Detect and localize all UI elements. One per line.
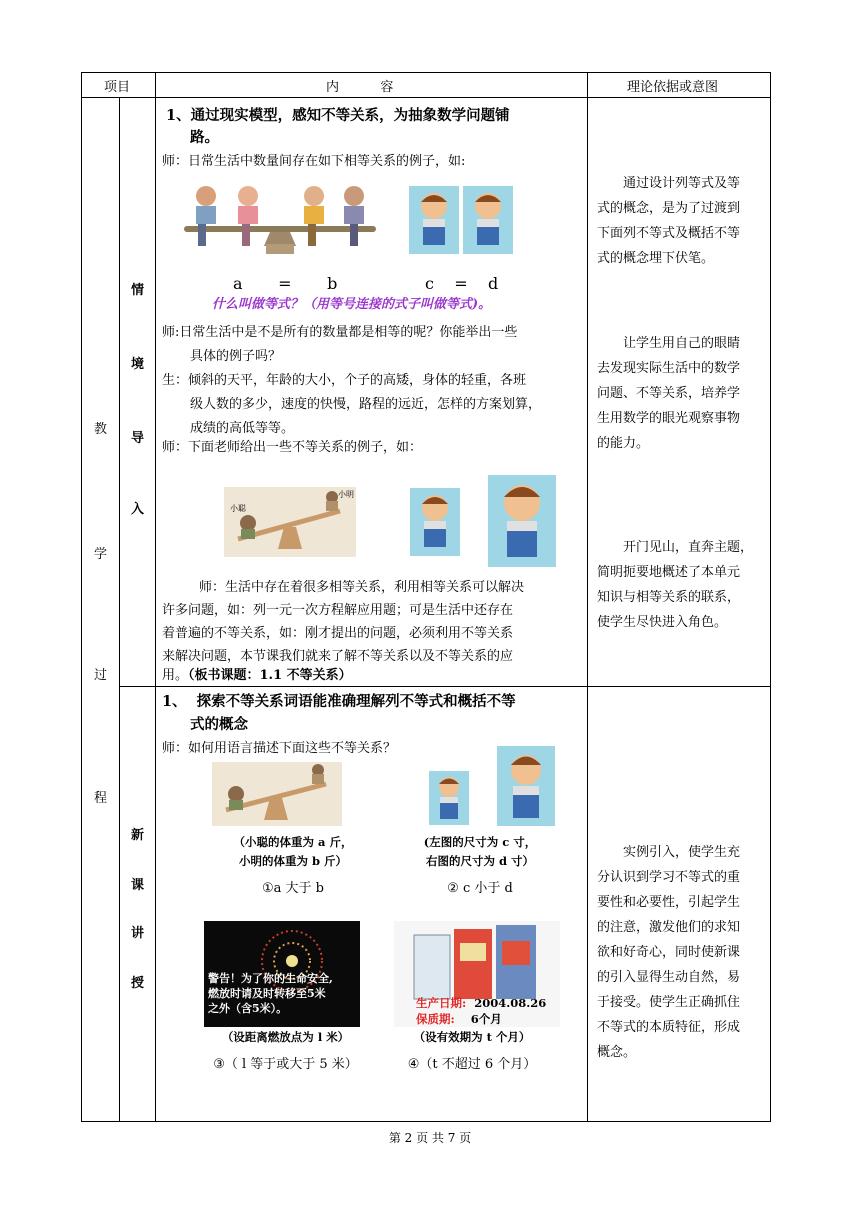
equation-c-equals-d: c = d bbox=[425, 274, 499, 293]
header-rationale: 理论依据或意图 bbox=[627, 80, 719, 95]
milk-shelf-label: 保质期: bbox=[416, 1012, 455, 1026]
section1-para-line5: 用。（板书课题：1.1 不等关系） bbox=[162, 668, 352, 683]
caption-2: (左图的尺寸为 c 寸， 右图的尺寸为 d 寸） bbox=[423, 835, 537, 868]
section1-para-line1: 师：生活中存在着很多相等关系，利用相等关系可以解决 bbox=[199, 580, 525, 595]
equation-definition-note: 什么叫做等式？（用等号连接的式子叫做等式)。 bbox=[212, 297, 492, 312]
section2-label-4: 授 bbox=[131, 976, 145, 991]
section1-para-line3: 着普遍的不等关系，如：刚才提出的问题，必须利用不等关系 bbox=[162, 626, 514, 641]
section1-para-line4: 来解决问题，本节课我们就来了解不等关系以及不等关系的应 bbox=[162, 649, 514, 664]
section1-heading-line1: 1、通过现实模型，感知不等关系，为抽象数学问题铺 bbox=[166, 107, 510, 124]
result-1: ①a 大于 b bbox=[262, 881, 324, 896]
section1-student-line2: 级人数的多少，速度的快慢，路程的远近，怎样的方案划算， bbox=[190, 397, 542, 412]
table-top-border bbox=[81, 72, 771, 73]
section1-teacher2-line1: 师:日常生活中是不是所有的数量都是相等的呢？你能举出一些 bbox=[162, 325, 518, 340]
col-divider-3 bbox=[587, 72, 588, 1122]
section1-label-4: 入 bbox=[131, 502, 145, 517]
table-right-border bbox=[770, 72, 771, 1122]
caption-3: （设距离燃放点为 l 米） bbox=[221, 1030, 350, 1044]
seesaw-label-right: 小明 bbox=[338, 490, 354, 499]
section2-heading-line2: 式的概念 bbox=[190, 716, 248, 733]
section2-label-1: 新 bbox=[131, 828, 145, 843]
header-content: 内 容 bbox=[326, 80, 394, 95]
section1-label-1: 情 bbox=[131, 283, 145, 298]
firework-photo bbox=[204, 921, 360, 1027]
table-bottom-border bbox=[81, 1121, 771, 1122]
seesaw-photo-2 bbox=[212, 762, 342, 826]
milk-date-value: 2004.08.26 bbox=[474, 996, 547, 1010]
result-4: ④（t 不超过 6 个月） bbox=[407, 1057, 537, 1072]
side-label-4: 程 bbox=[94, 791, 108, 806]
section1-para-line2: 许多问题，如：列一元一次方程解应用题；可是生活中还存在 bbox=[162, 603, 514, 618]
section1-student-line3: 成绩的高低等等。 bbox=[190, 421, 295, 436]
seesaw-label-left: 小聪 bbox=[230, 504, 246, 513]
section1-note-1: 通过设计列等式及等 式的概念，是为了过渡到 下面列不等式及概括不等 式的概念埋下伏笔。 bbox=[597, 176, 741, 266]
big-boy-image bbox=[488, 475, 556, 567]
side-label-1: 教 bbox=[94, 422, 108, 437]
header-bottom-border bbox=[81, 97, 771, 98]
section2-heading-line1: 1、 探索不等关系词语能准确理解列不等式和概括不等 bbox=[162, 693, 516, 710]
firework-warning-line2: 燃放时请及时转移至5米 bbox=[208, 987, 326, 1000]
header-project: 项目 bbox=[104, 80, 131, 95]
section1-heading-line2: 路。 bbox=[190, 129, 219, 146]
section2-label-2: 课 bbox=[131, 878, 145, 893]
board-title: （板书课题：1.1 不等关系） bbox=[188, 668, 352, 683]
caption-1: （小聪的体重为 a 斤， 小明的体重为 b 斤） bbox=[233, 835, 353, 868]
section1-note-3: 开门见山，直奔主题， 简明扼要地概述了本单元 知识与相等关系的联系， 使学生尽快进入角色。 bbox=[597, 540, 754, 630]
caption-4: （设有效期为 t 个月） bbox=[413, 1030, 531, 1044]
section1-label-2: 境 bbox=[131, 357, 145, 372]
milk-date-label: 生产日期: bbox=[416, 996, 467, 1010]
page-number-footer: 第 2 页 共 7 页 bbox=[388, 1131, 472, 1145]
col-divider-2 bbox=[155, 72, 156, 1122]
table-left-border bbox=[81, 72, 82, 1122]
milk-carton-photo bbox=[394, 921, 560, 1027]
firework-warning-line1: 警告！为了你的生命安全, bbox=[208, 972, 333, 985]
seesaw-unequal-photo bbox=[224, 487, 356, 557]
section1-teacher2-line2: 具体的例子吗？ bbox=[190, 349, 282, 364]
section1-teacher1: 师：日常生活中数量间存在如下相等关系的例子，如: bbox=[162, 154, 466, 169]
big-boy-image-2 bbox=[497, 746, 555, 826]
side-label-2: 学 bbox=[94, 547, 108, 562]
section2-teacher1: 师：如何用语言描述下面这些不等关系？ bbox=[162, 741, 397, 756]
col-divider-1 bbox=[119, 97, 120, 1122]
twin-boys-illustration bbox=[409, 186, 513, 254]
section1-note-2: 让学生用自己的眼睛 去发现实际生活中的数学 问题、不等关系，培养学 生用数学的眼光观察事物 的能力。 bbox=[597, 336, 741, 451]
section1-teacher3: 师：下面老师给出一些不等关系的例子，如： bbox=[162, 440, 423, 455]
section2-label-3: 讲 bbox=[131, 926, 145, 941]
result-2: ② c 小于 d bbox=[447, 881, 513, 896]
side-label-3: 过 bbox=[94, 668, 108, 683]
seesaw-people-illustration bbox=[182, 180, 378, 258]
section2-note: 实例引入，使学生充 分认识到学习不等式的重 要性和必要性，引起学生 的注意，激发他们的求知 欲和好奇心，同时使新课 的引入显得生动自然，易 于接受。使学生正确抓住 不等式的本质特征，形成 概念。 bbox=[597, 845, 741, 1060]
milk-shelf-value: 6个月 bbox=[470, 1012, 502, 1026]
result-3: ③（ l 等于或大于 5 米） bbox=[213, 1057, 358, 1072]
equation-a-equals-b: a = b bbox=[233, 274, 338, 293]
section1-label-3: 导 bbox=[131, 431, 145, 446]
section1-student-line1: 生：倾斜的天平，年龄的大小，个子的高矮，身体的轻重，各班 bbox=[162, 373, 527, 388]
firework-warning-line3: 之外（含5米）。 bbox=[208, 1002, 288, 1015]
small-boy-image-2 bbox=[429, 771, 469, 825]
small-boy-image bbox=[410, 488, 460, 556]
